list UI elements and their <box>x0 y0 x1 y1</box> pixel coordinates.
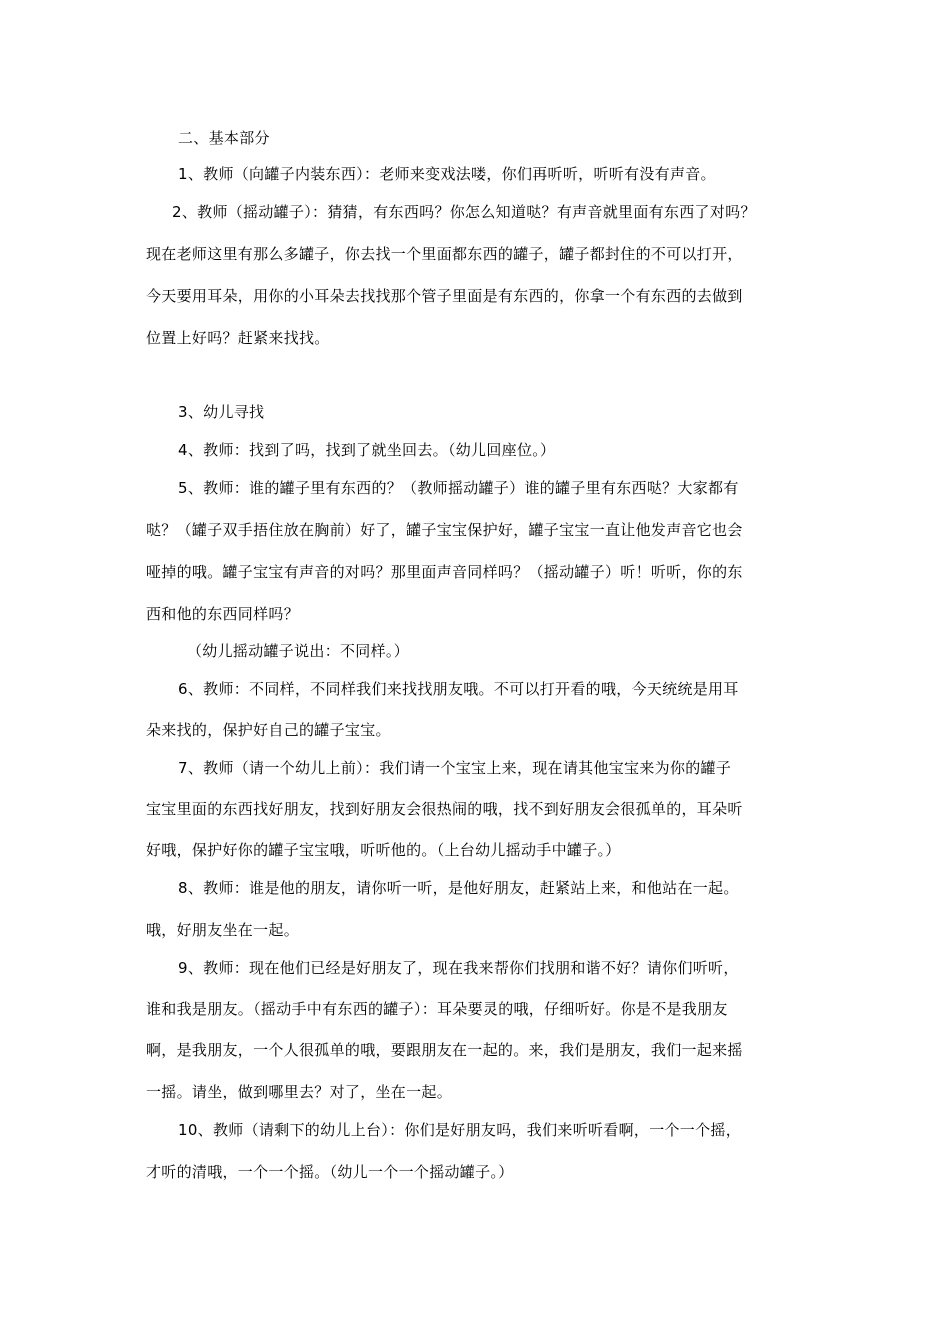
paragraph-line: 4、教师：找到了吗，找到了就坐回去。（幼儿回座位。） <box>178 441 556 459</box>
paragraph-line: 一摇。请坐，做到哪里去？对了，坐在一起。 <box>146 1083 453 1101</box>
paragraph-line: 好哦，保护好你的罐子宝宝哦，听听他的。（上台幼儿摇动手中罐子。） <box>146 841 621 859</box>
paragraph-line: 10、教师（请剩下的幼儿上台）：你们是好朋友吗，我们来听听看啊，一个一个摇， <box>178 1121 741 1139</box>
paragraph-line: 啊，是我朋友，一个人很孤单的哦，要跟朋友在一起的。来，我们是朋友，我们一起来摇 <box>146 1041 743 1059</box>
paragraph-line: 哑掉的哦。罐子宝宝有声音的对吗？那里面声音同样吗？（摇动罐子）听！听听，你的东 <box>146 563 743 581</box>
paragraph-line: 5、教师：谁的罐子里有东西的？（教师摇动罐子）谁的罐子里有东西哒？大家都有 <box>178 479 739 497</box>
paragraph-line: 位置上好吗？赶紧来找找。 <box>146 329 330 347</box>
paragraph-line: 8、教师：谁是他的朋友，请你听一听，是他好朋友，赶紧站上来，和他站在一起。 <box>178 879 739 897</box>
paragraph-line: 宝宝里面的东西找好朋友，找到好朋友会很热闹的哦，找不到好朋友会很孤单的，耳朵听 <box>146 800 743 818</box>
paragraph-line: 3、幼儿寻找 <box>178 403 265 421</box>
section-heading: 二、基本部分 <box>178 129 270 147</box>
paragraph-line: 1、教师（向罐子内装东西）：老师来变戏法喽，你们再听听，听听有没有声音。 <box>178 165 716 183</box>
paragraph-line: 西和他的东西同样吗？ <box>146 605 300 623</box>
paragraph-line: 7、教师（请一个幼儿上前）：我们请一个宝宝上来，现在请其他宝宝来为你的罐子 <box>178 759 732 777</box>
paragraph-line: 2、教师（摇动罐子）：猜猜，有东西吗？你怎么知道哒？有声音就里面有东西了对吗？ <box>172 203 756 221</box>
paragraph-line: 现在老师这里有那么多罐子，你去找一个里面都东西的罐子，罐子都封住的不可以打开， <box>146 245 743 263</box>
paragraph-line: 9、教师：现在他们已经是好朋友了，现在我来帮你们找朋和谐不好？请你们听听， <box>178 959 739 977</box>
paragraph-line: 今天要用耳朵，用你的小耳朵去找找那个管子里面是有东西的，你拿一个有东西的去做到 <box>146 287 743 305</box>
paragraph-line: 才听的清哦，一个一个摇。（幼儿一个一个摇动罐子。） <box>146 1163 514 1181</box>
paragraph-line: 6、教师：不同样，不同样我们来找找朋友哦。不可以打开看的哦，今天统统是用耳 <box>178 680 739 698</box>
paragraph-line: （幼儿摇动罐子说出：不同样。） <box>187 642 410 660</box>
paragraph-line: 谁和我是朋友。（摇动手中有东西的罐子）：耳朵要灵的哦，仔细听好。你是不是我朋友 <box>146 1000 728 1018</box>
paragraph-line: 哦，好朋友坐在一起。 <box>146 921 300 939</box>
paragraph-line: 朵来找的，保护好自己的罐子宝宝。 <box>146 721 391 739</box>
paragraph-line: 哒？（罐子双手捂住放在胸前）好了，罐子宝宝保护好，罐子宝宝一直让他发声音它也会 <box>146 521 743 539</box>
